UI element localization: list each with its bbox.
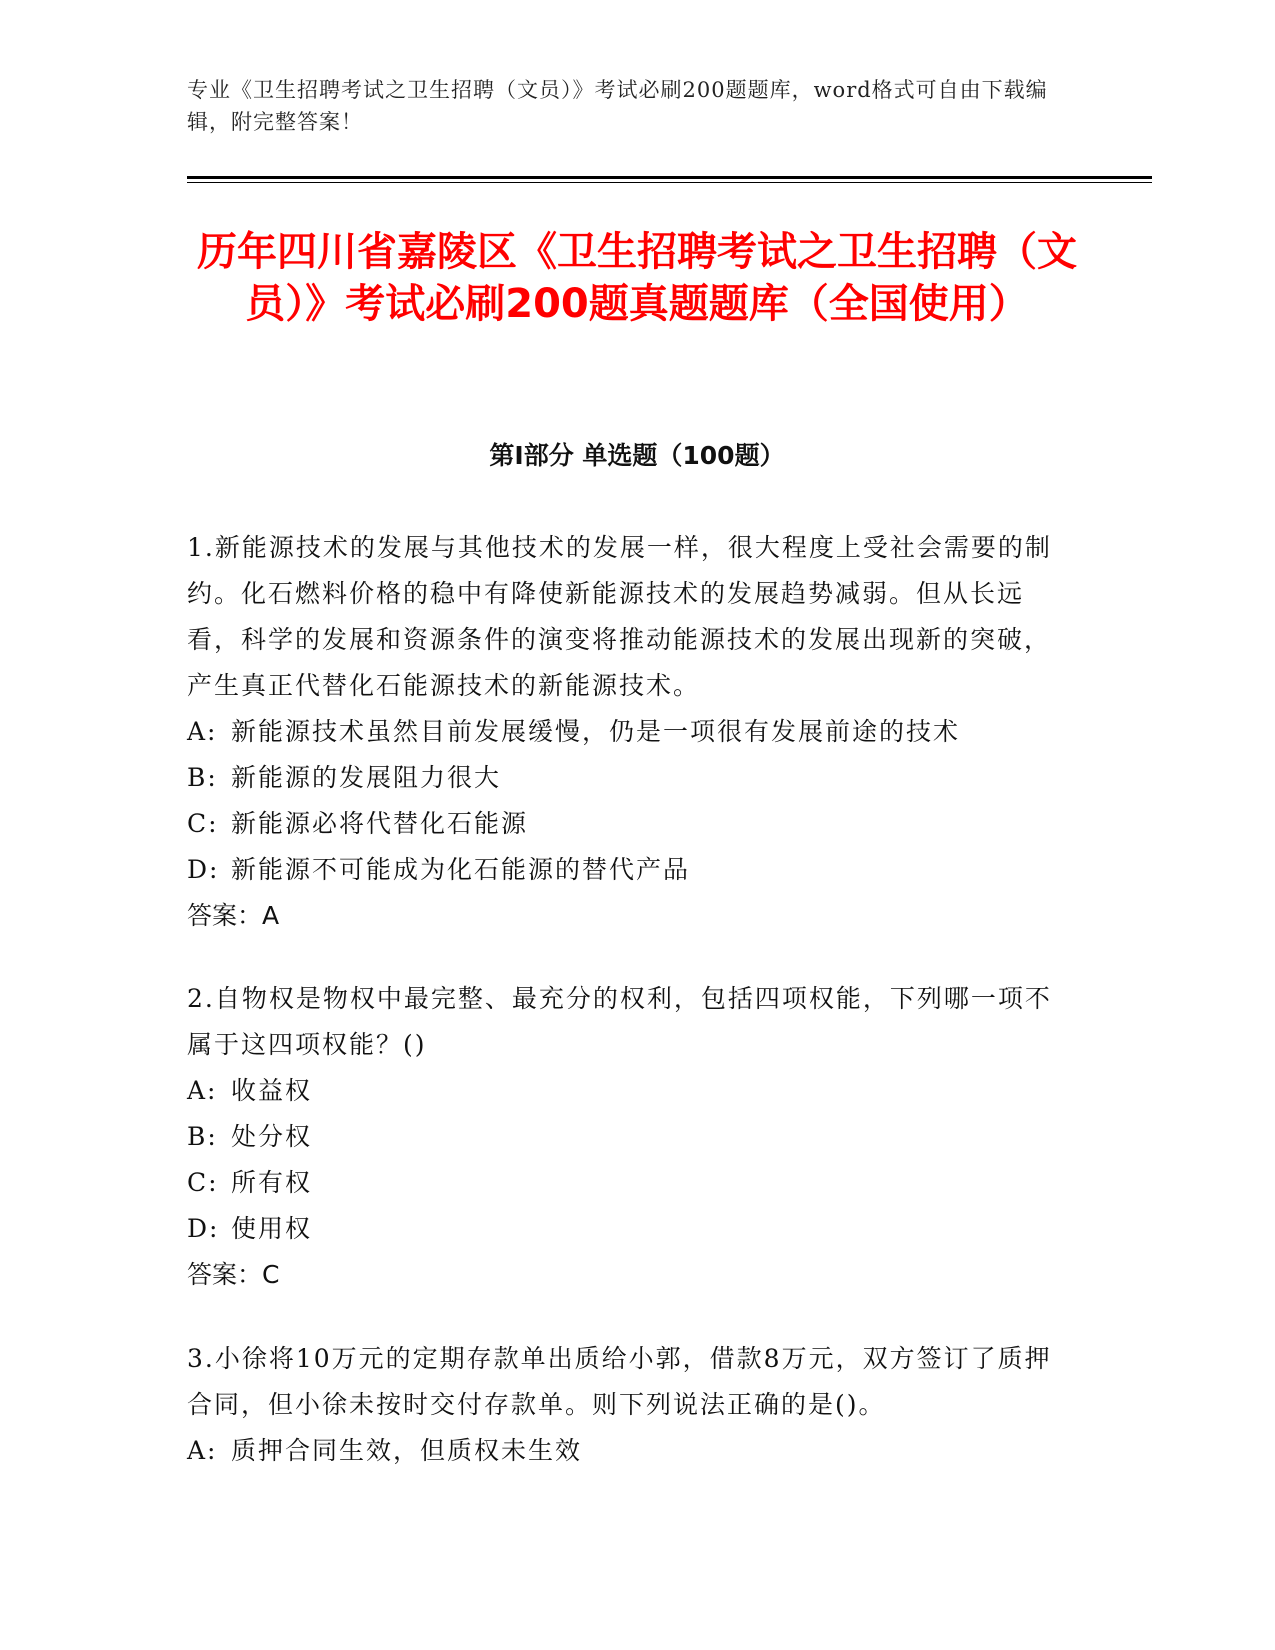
option-text: 所有权 [231, 1168, 313, 1197]
option-letter: B: [187, 763, 218, 792]
question-3 [187, 1336, 1067, 1474]
option-a [187, 1068, 1067, 1114]
option-a [187, 1428, 1067, 1474]
document-title: 历年四川省嘉陵区《卫生招聘考试之卫生招聘（文员）》考试必刷200题真题题库（全国使用） [197, 229, 1077, 327]
option-letter: A: [187, 1436, 218, 1465]
option-c [187, 801, 1067, 847]
option-b [187, 1114, 1067, 1160]
option-letter: B: [187, 1122, 218, 1151]
option-b [187, 755, 1067, 801]
question-2 [187, 976, 1067, 1298]
option-text: 质押合同生效，但质权未生效 [231, 1436, 583, 1465]
option-letter: C: [187, 809, 219, 838]
option-text: 新能源的发展阻力很大 [231, 763, 502, 792]
option-d [187, 847, 1067, 893]
header-divider-thin [187, 182, 1152, 183]
option-letter: D: [187, 855, 220, 884]
header-divider-thick [187, 176, 1152, 179]
option-letter: D: [187, 1214, 220, 1243]
section-heading: 第I部分 单选题（100题） [489, 441, 785, 470]
option-d [187, 1206, 1067, 1252]
option-text: 使用权 [231, 1214, 313, 1243]
question-text: 2.自物权是物权中最完整、最充分的权利，包括四项权能，下列哪一项不属于这四项权能？() [187, 984, 1052, 1059]
option-c [187, 1160, 1067, 1206]
question-text: 1.新能源技术的发展与其他技术的发展一样，很大程度上受社会需要的制约。化石燃料价格的稳中有降使新能源技术的发展趋势减弱。但从长远看，科学的发展和资源条件的演变将推动能源技术的发展出现新的突破，产生真正代替化石能源技术的新能源技术。 [187, 533, 1052, 700]
answer-label: 答案：A [187, 901, 280, 930]
option-text: 收益权 [231, 1076, 313, 1105]
option-text: 新能源必将代替化石能源 [231, 809, 529, 838]
option-letter: A: [187, 717, 218, 746]
option-text: 新能源技术虽然目前发展缓慢，仍是一项很有发展前途的技术 [231, 717, 961, 746]
header-note: 专业《卫生招聘考试之卫生招聘（文员）》考试必刷200题题库，word格式可自由下载编辑，附完整答案！ [187, 78, 1048, 134]
option-text: 新能源不可能成为化石能源的替代产品 [231, 855, 691, 884]
option-letter: C: [187, 1168, 219, 1197]
question-1 [187, 525, 1067, 939]
question-text: 3.小徐将10万元的定期存款单出质给小郭，借款8万元，双方签订了质押合同，但小徐未按时交付存款单。则下列说法正确的是()。 [187, 1344, 1052, 1419]
option-text: 处分权 [231, 1122, 313, 1151]
answer-label: 答案：C [187, 1260, 280, 1289]
option-a [187, 709, 1067, 755]
option-letter: A: [187, 1076, 218, 1105]
